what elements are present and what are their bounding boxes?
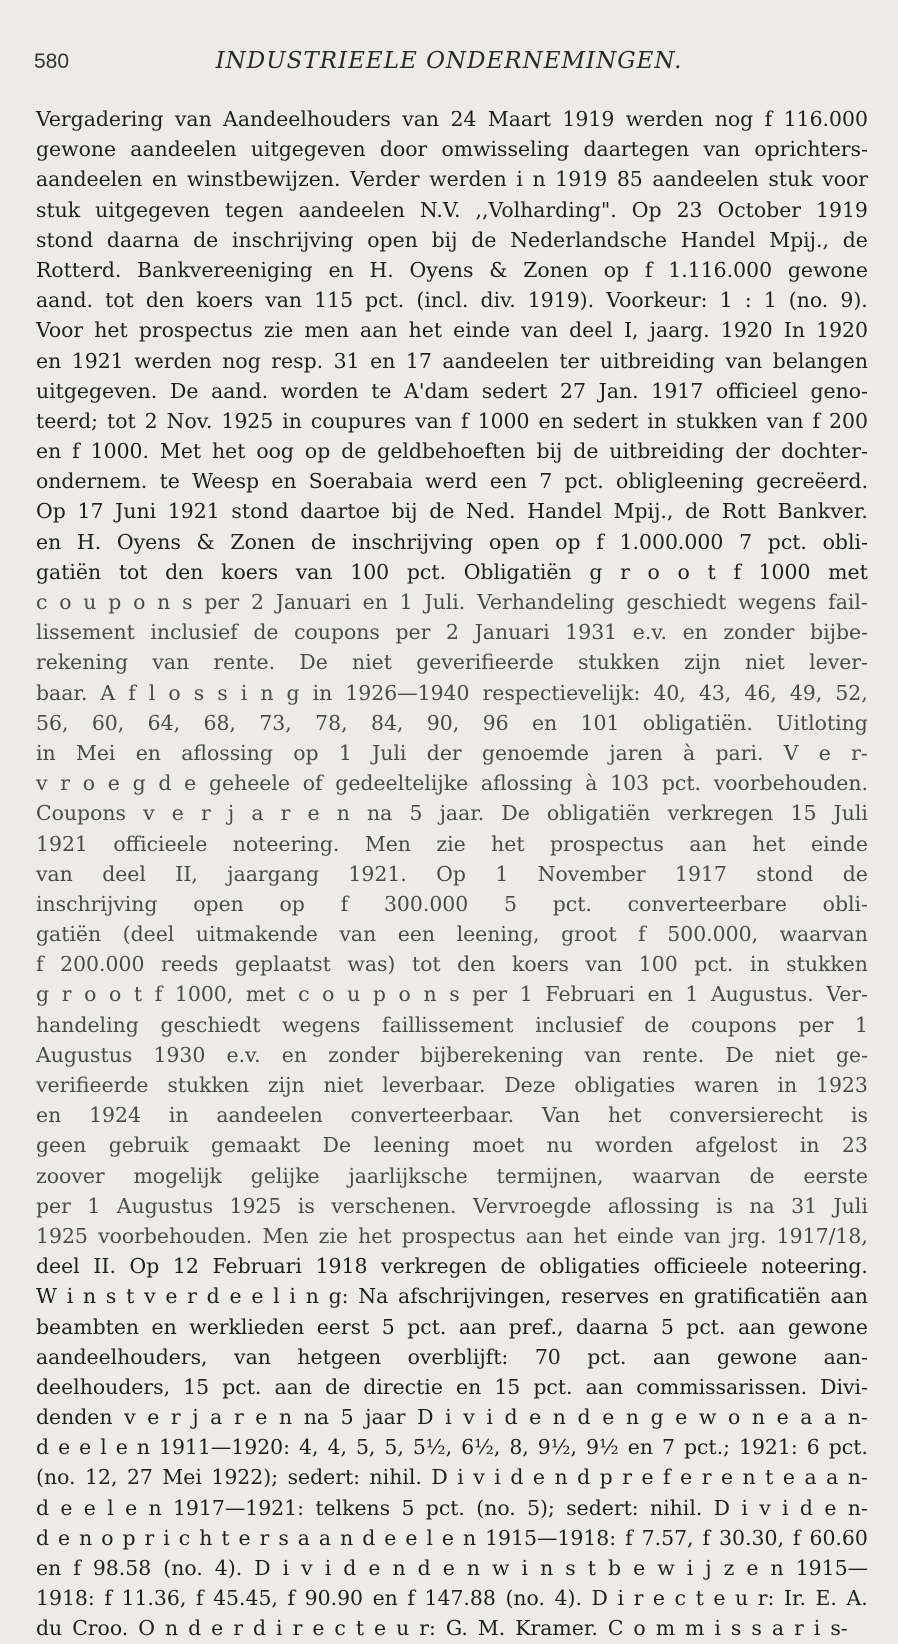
text-line: W i n s t v e r d e e l i n g: Na afschrijvingen, reserves en gratificatiën aan xyxy=(36,1284,868,1309)
running-title: INDUSTRIEELE ONDERNEMINGEN. xyxy=(215,48,683,74)
text-line: aand. tot den koers van 115 pct. (incl. div. 1919). Voorkeur: 1 : 1 (no. 9). xyxy=(36,288,868,313)
text-line: 1921 officieele noteering. Men zie het prospectus aan het einde xyxy=(36,831,868,856)
text-line: beambten en werklieden eerst 5 pct. aan pref., daarna 5 pct. aan gewone xyxy=(36,1314,868,1339)
text-line: stuk uitgegeven tegen aandeelen N.V. ,,Volharding". Op 23 October 1919 xyxy=(36,197,868,222)
text-line: deelhouders, 15 pct. aan de directie en 15 pct. aan commissarissen. Divi- xyxy=(36,1374,868,1399)
text-line: deel II. Op 12 Februari 1918 verkregen de obligaties officieele noteering. xyxy=(36,1254,868,1279)
text-line: gatiën (deel uitmakende van een leening, groot f 500.000, waarvan xyxy=(36,922,868,947)
text-line: en H. Oyens & Zonen de inschrijving open op f 1.000.000 7 pct. obli- xyxy=(36,529,868,554)
text-line: aandeelhouders, van hetgeen overblijft: 70 pct. aan gewone aan- xyxy=(36,1344,868,1369)
text-line: 1925 voorbehouden. Men zie het prospectus aan het einde van jrg. 1917/18, xyxy=(36,1223,868,1248)
text-line: g r o o t f 1000, met c o u p o n s per 1 Februari en 1 Augustus. Ver- xyxy=(36,982,868,1007)
text-line: Voor het prospectus zie men aan het einde van deel I, jaarg. 1920 In 1920 xyxy=(36,318,868,343)
body-text xyxy=(36,104,868,1644)
page-number: 580 xyxy=(34,50,70,73)
text-line: baar. A f l o s s i n g in 1926—1940 respectievelijk: 40, 43, 46, 49, 52, xyxy=(36,680,868,705)
text-line: per 1 Augustus 1925 is verschenen. Vervroegde aflossing is na 31 Juli xyxy=(36,1193,868,1218)
text-line: teerd; tot 2 Nov. 1925 in coupures van f 1000 en sedert in stukken van f 200 xyxy=(36,408,868,433)
text-line: d e e l e n 1917—1921: telkens 5 pct. (no. 5); sedert: nihil. D i v i d e n- xyxy=(36,1495,868,1520)
text-line: v r o e g d e geheele of gedeeltelijke aflossing à 103 pct. voorbehouden. xyxy=(36,771,868,796)
text-line: d e e l e n 1911—1920: 4, 4, 5, 5, 5½, 6½, 8, 9½, 9½ en 7 pct.; 1921: 6 pct. xyxy=(36,1435,868,1460)
text-line: aandeelen en winstbewijzen. Verder werden i n 1919 85 aandeelen stuk voor xyxy=(36,167,868,192)
text-line: gatiën tot den koers van 100 pct. Obligatiën g r o o t f 1000 met xyxy=(36,559,868,584)
text-line: 1918: f 11.36, f 45.45, f 90.90 en f 147.88 (no. 4). D i r e c t e u r: Ir. E. A. xyxy=(36,1586,868,1611)
text-line: denden v e r j a r e n na 5 jaar D i v i d e n d e n g e w o n e a a n- xyxy=(36,1405,868,1430)
text-line: en 1921 werden nog resp. 31 en 17 aandeelen ter uitbreiding van belangen xyxy=(36,348,868,373)
text-line: Op 17 Juni 1921 stond daartoe bij de Ned. Handel Mpij., de Rott Bankver. xyxy=(36,499,868,524)
text-line: inschrijving open op f 300.000 5 pct. converteerbare obli- xyxy=(36,891,868,916)
text-line: in Mei en aflossing op 1 Juli der genoemde jaren à pari. V e r- xyxy=(36,740,868,765)
text-line: gewone aandeelen uitgegeven door omwisseling daartegen van oprichters- xyxy=(36,137,868,162)
text-line: en f 1000. Met het oog op de geldbehoeften bij de uitbreiding der dochter- xyxy=(36,439,868,464)
text-line: handeling geschiedt wegens faillissement inclusief de coupons per 1 xyxy=(36,1012,868,1037)
text-line: uitgegeven. De aand. worden te A'dam sedert 27 Jan. 1917 officieel geno- xyxy=(36,378,868,403)
text-line: en 1924 in aandeelen converteerbaar. Van het conversierecht is xyxy=(36,1103,868,1128)
text-line: lissement inclusief de coupons per 2 Januari 1931 e.v. en zonder bijbe- xyxy=(36,620,868,645)
text-line: d e n o p r i c h t e r s a a n d e e l e n 1915—1918: f 7.57, f 30.30, f 60.60 xyxy=(36,1525,868,1550)
text-line: stond daarna de inschrijving open bij de Nederlandsche Handel Mpij., de xyxy=(36,227,868,252)
text-line: (no. 12, 27 Mei 1922); sedert: nihil. D i v i d e n d p r e f e r e n t e a a n- xyxy=(36,1465,868,1490)
text-line: ondernem. te Weesp en Soerabaia werd een 7 pct. obligleening gecreëerd. xyxy=(36,469,868,494)
text-line: 56, 60, 64, 68, 73, 78, 84, 90, 96 en 101 obligatiën. Uitloting xyxy=(36,710,868,735)
text-line: c o u p o n s per 2 Januari en 1 Juli. Verhandeling geschiedt wegens fail- xyxy=(36,590,868,614)
text-line: f 200.000 reeds geplaatst was) tot den koers van 100 pct. in stukken xyxy=(36,952,868,977)
text-line: Rotterd. Bankvereeniging en H. Oyens & Zonen op f 1.116.000 gewone xyxy=(36,257,868,282)
text-line: du Croo. O n d e r d i r e c t e u r: G. M. Kramer. C o m m i s s a r i s- xyxy=(36,1616,848,1641)
page-header xyxy=(34,48,864,78)
text-line: en f 98.58 (no. 4). D i v i d e n d e n w i n s t b e w i j z e n 1915— xyxy=(36,1556,868,1580)
text-line: Vergadering van Aandeelhouders van 24 Maart 1919 werden nog f 116.000 xyxy=(36,107,868,131)
text-line: verifieerde stukken zijn niet leverbaar. Deze obligaties waren in 1923 xyxy=(36,1073,868,1097)
text-line: van deel II, jaargang 1921. Op 1 November 1917 stond de xyxy=(36,861,868,886)
text-line: Augustus 1930 e.v. en zonder bijberekening van rente. De niet ge- xyxy=(36,1042,868,1067)
text-line: rekening van rente. De niet geverifieerde stukken zijn niet lever- xyxy=(36,650,868,675)
text-line: zoover mogelijk gelijke jaarlijksche termijnen, waarvan de eerste xyxy=(36,1163,868,1188)
text-line: Coupons v e r j a r e n na 5 jaar. De obligatiën verkregen 15 Juli xyxy=(36,801,868,826)
text-line: geen gebruik gemaakt De leening moet nu worden afgelost in 23 xyxy=(36,1133,868,1158)
